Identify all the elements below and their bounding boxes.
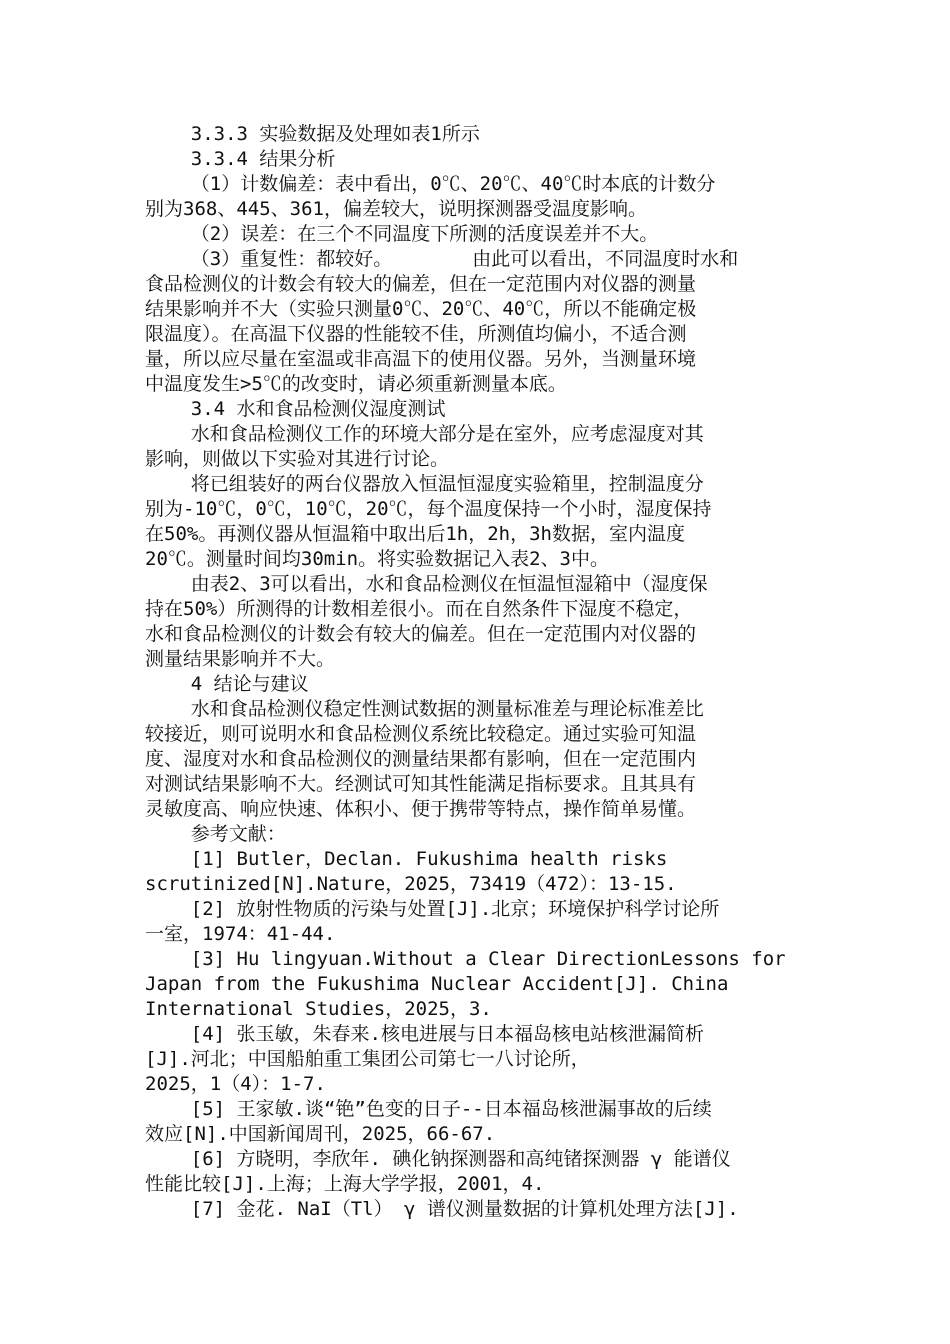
paragraph-line: 由表2、3可以看出，水和食品检测仪在恒温恒湿箱中（湿度保: [145, 573, 708, 595]
paragraph-line: 水和食品检测仪工作的环境大部分是在室外，应考虑湿度对其: [145, 423, 704, 445]
paragraph-line: 持在50%）所测得的计数相差很小。而在自然条件下湿度不稳定，: [145, 598, 693, 620]
reference-line: [J].河北；中国船舶重工集团公司第七一八讨论所，: [145, 1048, 590, 1070]
reference-line: scrutinized[N].Nature，2025，73419（472）：13-15.: [145, 873, 677, 895]
reference-line: International Studies，2025，3.: [145, 998, 492, 1020]
paragraph-line: 影响，则做以下实验对其进行讨论。: [145, 448, 450, 470]
paragraph-line: 水和食品检测仪稳定性测试数据的测量标准差与理论标准差比: [145, 698, 704, 720]
paragraph-line: （3）重复性：都较好。 由此可以看出，不同温度时水和: [145, 248, 739, 270]
section-heading: 3.3.4 结果分析: [145, 148, 336, 170]
reference-line: [6] 方晓明，李欣年. 碘化钠探测器和高纯锗探测器 γ 能谱仪: [145, 1148, 731, 1170]
section-heading: 3.3.3 实验数据及处理如表1所示: [145, 123, 480, 145]
reference-line: 2025，1（4）：1-7.: [145, 1073, 326, 1095]
reference-line: 效应[N].中国新闻周刊，2025，66-67.: [145, 1123, 496, 1145]
paragraph-line: 较接近，则可说明水和食品检测仪系统比较稳定。通过实验可知温: [145, 723, 697, 745]
reference-line: [2] 放射性物质的污染与处置[J].北京；环境保护科学讨论所: [145, 898, 720, 920]
reference-line: [5] 王家敏.谈“铯”色变的日子--日本福岛核泄漏事故的后续: [145, 1098, 712, 1120]
paragraph-line: （2）误差：在三个不同温度下所测的活度误差并不大。: [145, 223, 659, 245]
reference-line: 性能比较[J].上海；上海大学学报，2001，4.: [145, 1173, 545, 1195]
reference-line: [1] Butler，Declan. Fukushima health risks: [145, 848, 668, 870]
paragraph-line: 在50%。再测仪器从恒温箱中取出后1h，2h，3h数据，室内温度: [145, 523, 685, 545]
paragraph-line: 结果影响并不大（实验只测量0℃、20℃、40℃，所以不能确定极: [145, 298, 697, 320]
paragraph-line: 度、湿度对水和食品检测仪的测量结果都有影响，但在一定范围内: [145, 748, 697, 770]
paragraph-line: 灵敏度高、响应快速、体积小、便于携带等特点，操作简单易懂。: [145, 798, 697, 820]
paragraph-line: 别为368、445、361，偏差较大，说明探测器受温度影响。: [145, 198, 647, 220]
paragraph-line: 别为-10℃，0℃，10℃，20℃，每个温度保持一个小时，湿度保持: [145, 498, 712, 520]
reference-line: 一室，1974：41-44.: [145, 923, 336, 945]
paragraph-line: 20℃。测量时间均30min。将实验数据记入表2、3中。: [145, 548, 609, 570]
reference-line: Japan from the Fukushima Nuclear Accident[J]. China: [145, 973, 729, 995]
paragraph-line: 测量结果影响并不大。: [145, 648, 336, 670]
paragraph-line: 限温度）。在高温下仪器的性能较不佳，所测值均偏小，不适合测: [145, 323, 687, 345]
reference-line: [3] Hu lingyuan.Without a Clear DirectionLessons for: [145, 948, 786, 970]
paragraph-line: 将已组装好的两台仪器放入恒温恒湿度实验箱里，控制温度分: [145, 473, 704, 495]
document-body: [145, 122, 810, 1222]
reference-line: [7] 金花. NaI（Tl） γ 谱仪测量数据的计算机处理方法[J].: [145, 1198, 739, 1220]
paragraph-line: 量，所以应尽量在室温或非高温下的使用仪器。另外，当测量环境: [145, 348, 697, 370]
references-heading: 参考文献：: [145, 823, 286, 845]
paragraph-line: 中温度发生>5℃的改变时，请必须重新测量本底。: [145, 373, 567, 395]
section-heading: 4 结论与建议: [145, 673, 309, 695]
paragraph-line: 食品检测仪的计数会有较大的偏差，但在一定范围内对仪器的测量: [145, 273, 697, 295]
section-heading: 3.4 水和食品检测仪湿度测试: [145, 398, 446, 420]
paragraph-line: 对测试结果影响不大。经测试可知其性能满足指标要求。且其具有: [145, 773, 697, 795]
paragraph-line: 水和食品检测仪的计数会有较大的偏差。但在一定范围内对仪器的: [145, 623, 697, 645]
paragraph-line: （1）计数偏差：表中看出，0℃、20℃、40℃时本底的计数分: [145, 173, 716, 195]
reference-line: [4] 张玉敏，朱春来.核电进展与日本福岛核电站核泄漏简析: [145, 1023, 704, 1045]
